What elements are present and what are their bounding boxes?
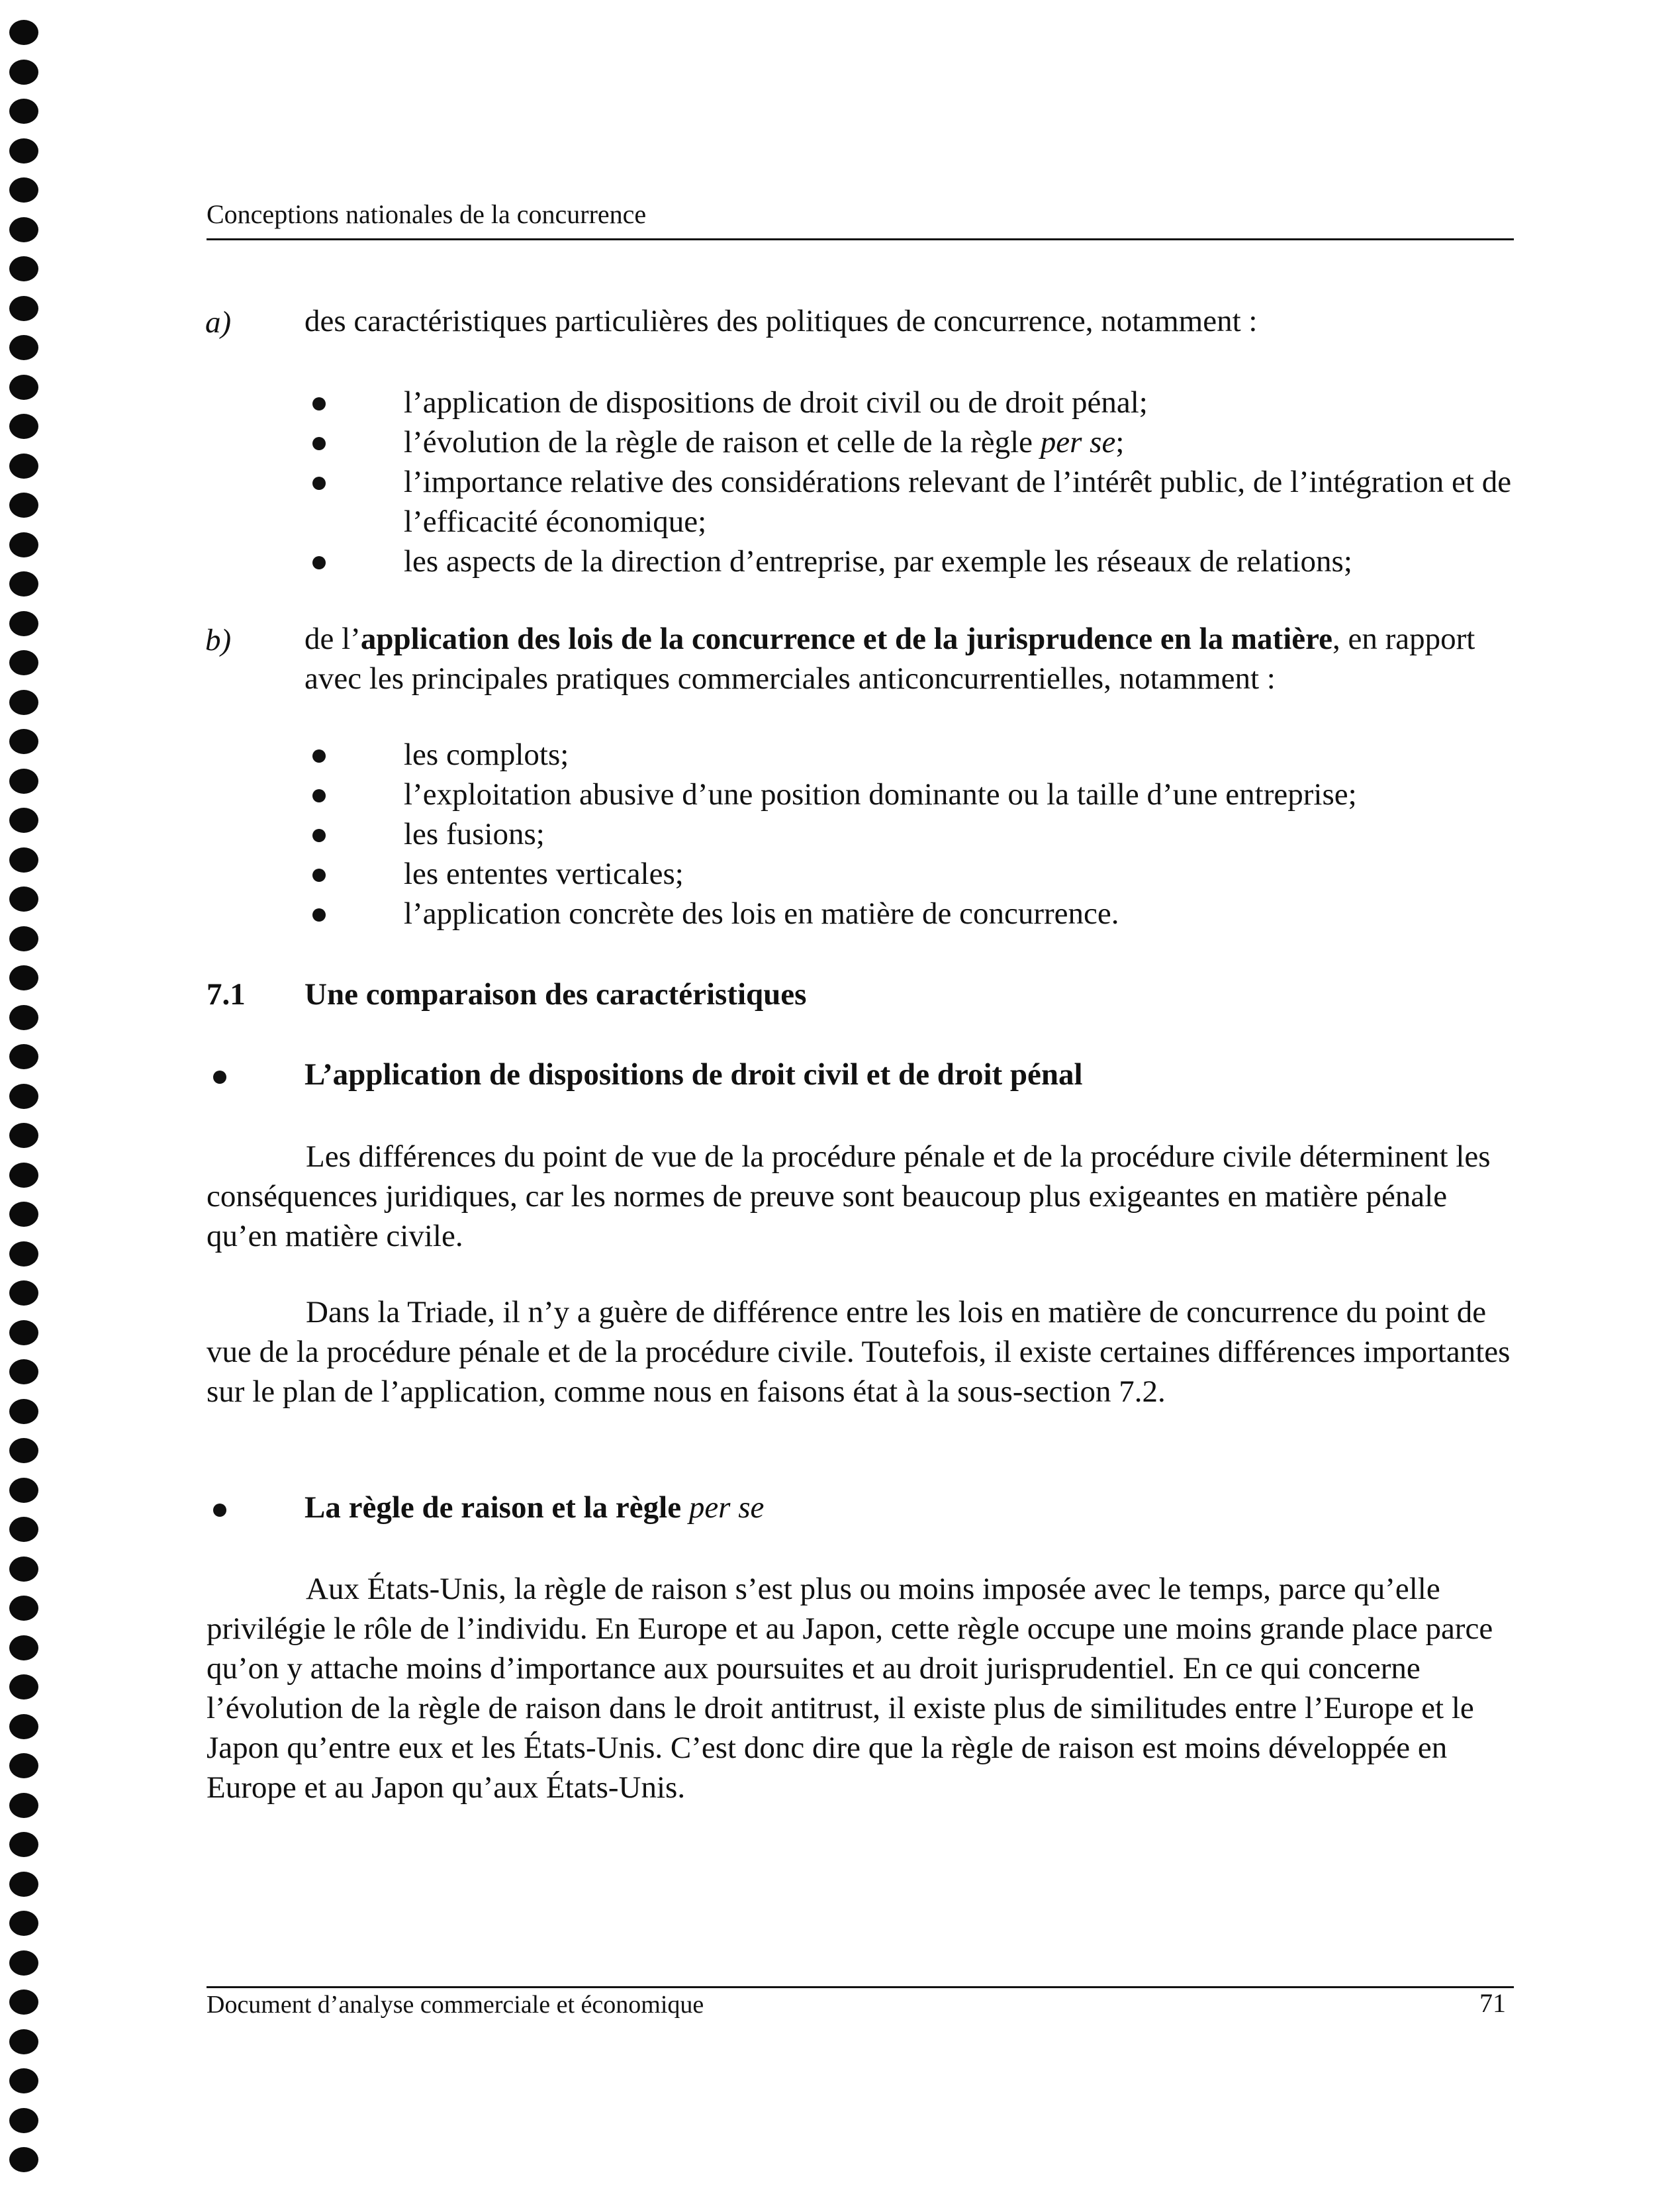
header-rule — [207, 238, 1514, 240]
list-item: les aspects de la direction d’entreprise, par exemple les réseaux de relations; — [304, 542, 1516, 581]
binder-hole — [9, 1517, 38, 1542]
list-item: les complots; — [304, 735, 1516, 775]
section-b-label: b) — [205, 623, 232, 657]
bullet-icon — [312, 437, 326, 450]
binder-hole — [9, 138, 38, 164]
binder-hole — [9, 1872, 38, 1897]
footer-rule — [207, 1986, 1514, 1988]
bullet-icon — [312, 869, 326, 882]
binder-hole — [9, 1989, 38, 2015]
binder-hole — [9, 1714, 38, 1739]
section-number: 7.1 — [207, 977, 246, 1012]
binder-hole — [9, 1793, 38, 1818]
binder-hole — [9, 2147, 38, 2172]
bullet-icon — [213, 1071, 226, 1084]
binder-hole — [9, 1163, 38, 1188]
bullet-icon — [312, 556, 326, 569]
list-item: l’importance relative des considérations relevant de l’intérêt public, de l’intégration et de l’efficacité économique; — [304, 462, 1516, 542]
list-item: les ententes verticales; — [304, 854, 1516, 894]
binder-hole — [9, 1911, 38, 1936]
binder-hole — [9, 60, 38, 85]
list-item: l’application de dispositions de droit civil ou de droit pénal; — [304, 383, 1516, 422]
running-header: Conceptions nationales de la concurrence — [207, 199, 647, 229]
binder-hole — [9, 1832, 38, 1857]
bullet-icon — [312, 829, 326, 842]
binder-holes — [9, 20, 40, 2198]
bullet-icon — [312, 477, 326, 490]
footer-title: Document d’analyse commerciale et économique — [207, 1991, 704, 2019]
subheading-civil-penal: L’application de dispositions de droit civil et de droit pénal — [304, 1057, 1083, 1092]
binder-hole — [9, 1438, 38, 1463]
binder-hole — [9, 769, 38, 794]
binder-hole — [9, 2029, 38, 2054]
binder-hole — [9, 1123, 38, 1148]
binder-hole — [9, 1084, 38, 1109]
binder-hole — [9, 886, 38, 912]
binder-hole — [9, 335, 38, 360]
paragraph: Les différences du point de vue de la procédure pénale et de la procédure civile déterminent les conséquences juridiques, car les normes de preuve sont beaucoup plus exigeantes en matière pénale qu’en matière civile. — [207, 1139, 1491, 1253]
section-a-list — [304, 383, 1516, 581]
binder-hole — [9, 808, 38, 833]
bullet-icon — [312, 789, 326, 802]
binder-hole — [9, 1280, 38, 1306]
bullet-icon — [312, 749, 326, 763]
list-item: l’application concrète des lois en matière de concurrence. — [304, 894, 1516, 934]
binder-hole — [9, 99, 38, 124]
binder-hole — [9, 1478, 38, 1503]
page-number: 71 — [1479, 1988, 1506, 2018]
binder-hole — [9, 2108, 38, 2133]
binder-hole — [9, 217, 38, 242]
binder-hole — [9, 1202, 38, 1227]
binder-hole — [9, 1241, 38, 1267]
list-item: les fusions; — [304, 814, 1516, 854]
binder-hole — [9, 375, 38, 400]
list-item: l’exploitation abusive d’une position dominante ou la taille d’une entreprise; — [304, 775, 1516, 814]
binder-hole — [9, 1005, 38, 1030]
binder-hole — [9, 1399, 38, 1424]
binder-hole — [9, 729, 38, 754]
subheading-rule-of-reason: La règle de raison et la règle per se — [304, 1490, 765, 1525]
list-item: l’évolution de la règle de raison et celle de la règle per se; — [304, 422, 1516, 462]
binder-hole — [9, 571, 38, 597]
section-title: Une comparaison des caractéristiques — [304, 977, 807, 1012]
paragraph: Dans la Triade, il n’y a guère de différence entre les lois en matière de concurrence du point de vue de la procédure pénale et de la procédure civile. Toutefois, il existe certaines différences importantes sur le plan de l’application, comme nous en faisons état à la sous-section 7.2. — [207, 1295, 1511, 1409]
binder-hole — [9, 296, 38, 321]
binder-hole — [9, 1557, 38, 1582]
section-a-label: a) — [205, 305, 232, 340]
binder-hole — [9, 1596, 38, 1621]
bullet-icon — [312, 908, 326, 922]
binder-hole — [9, 532, 38, 557]
binder-hole — [9, 20, 38, 45]
section-b-list — [304, 735, 1516, 934]
binder-hole — [9, 1359, 38, 1384]
bullet-icon — [213, 1504, 226, 1517]
binder-hole — [9, 926, 38, 951]
binder-hole — [9, 611, 38, 636]
binder-hole — [9, 690, 38, 715]
binder-hole — [9, 650, 38, 675]
binder-hole — [9, 1320, 38, 1345]
paragraph: Aux États-Unis, la règle de raison s’est plus ou moins imposée avec le temps, parce qu’elle privilégie le rôle de l’individu. En Europe et au Japon, cette règle occupe une moins grande place parce qu’on y attache moins d’importance aux poursuites et au droit jurisprudentiel. En ce qui concerne l’évolution de la règle de raison dans le droit antitrust, il existe plus de similitudes entre l’Europe et le Japon qu’entre eux et les États-Unis. C’est donc dire que la règle de raison est moins développée en Europe et au Japon qu’aux États-Unis. — [207, 1572, 1493, 1805]
binder-hole — [9, 1753, 38, 1778]
binder-hole — [9, 1950, 38, 1976]
section-a-intro: des caractéristiques particulières des politiques de concurrence, notamment : — [304, 304, 1258, 338]
bullet-icon — [312, 397, 326, 410]
binder-hole — [9, 454, 38, 479]
binder-hole — [9, 847, 38, 873]
binder-hole — [9, 1044, 38, 1069]
binder-hole — [9, 256, 38, 281]
binder-hole — [9, 1635, 38, 1660]
binder-hole — [9, 965, 38, 990]
binder-hole — [9, 2068, 38, 2093]
binder-hole — [9, 177, 38, 203]
binder-hole — [9, 414, 38, 439]
section-b-intro: de l’application des lois de la concurrence et de la jurisprudence en la matière, en rapport avec les principales pratiques commerciales anticoncurrentielles, notamment : — [304, 622, 1475, 696]
binder-hole — [9, 1674, 38, 1700]
binder-hole — [9, 493, 38, 518]
